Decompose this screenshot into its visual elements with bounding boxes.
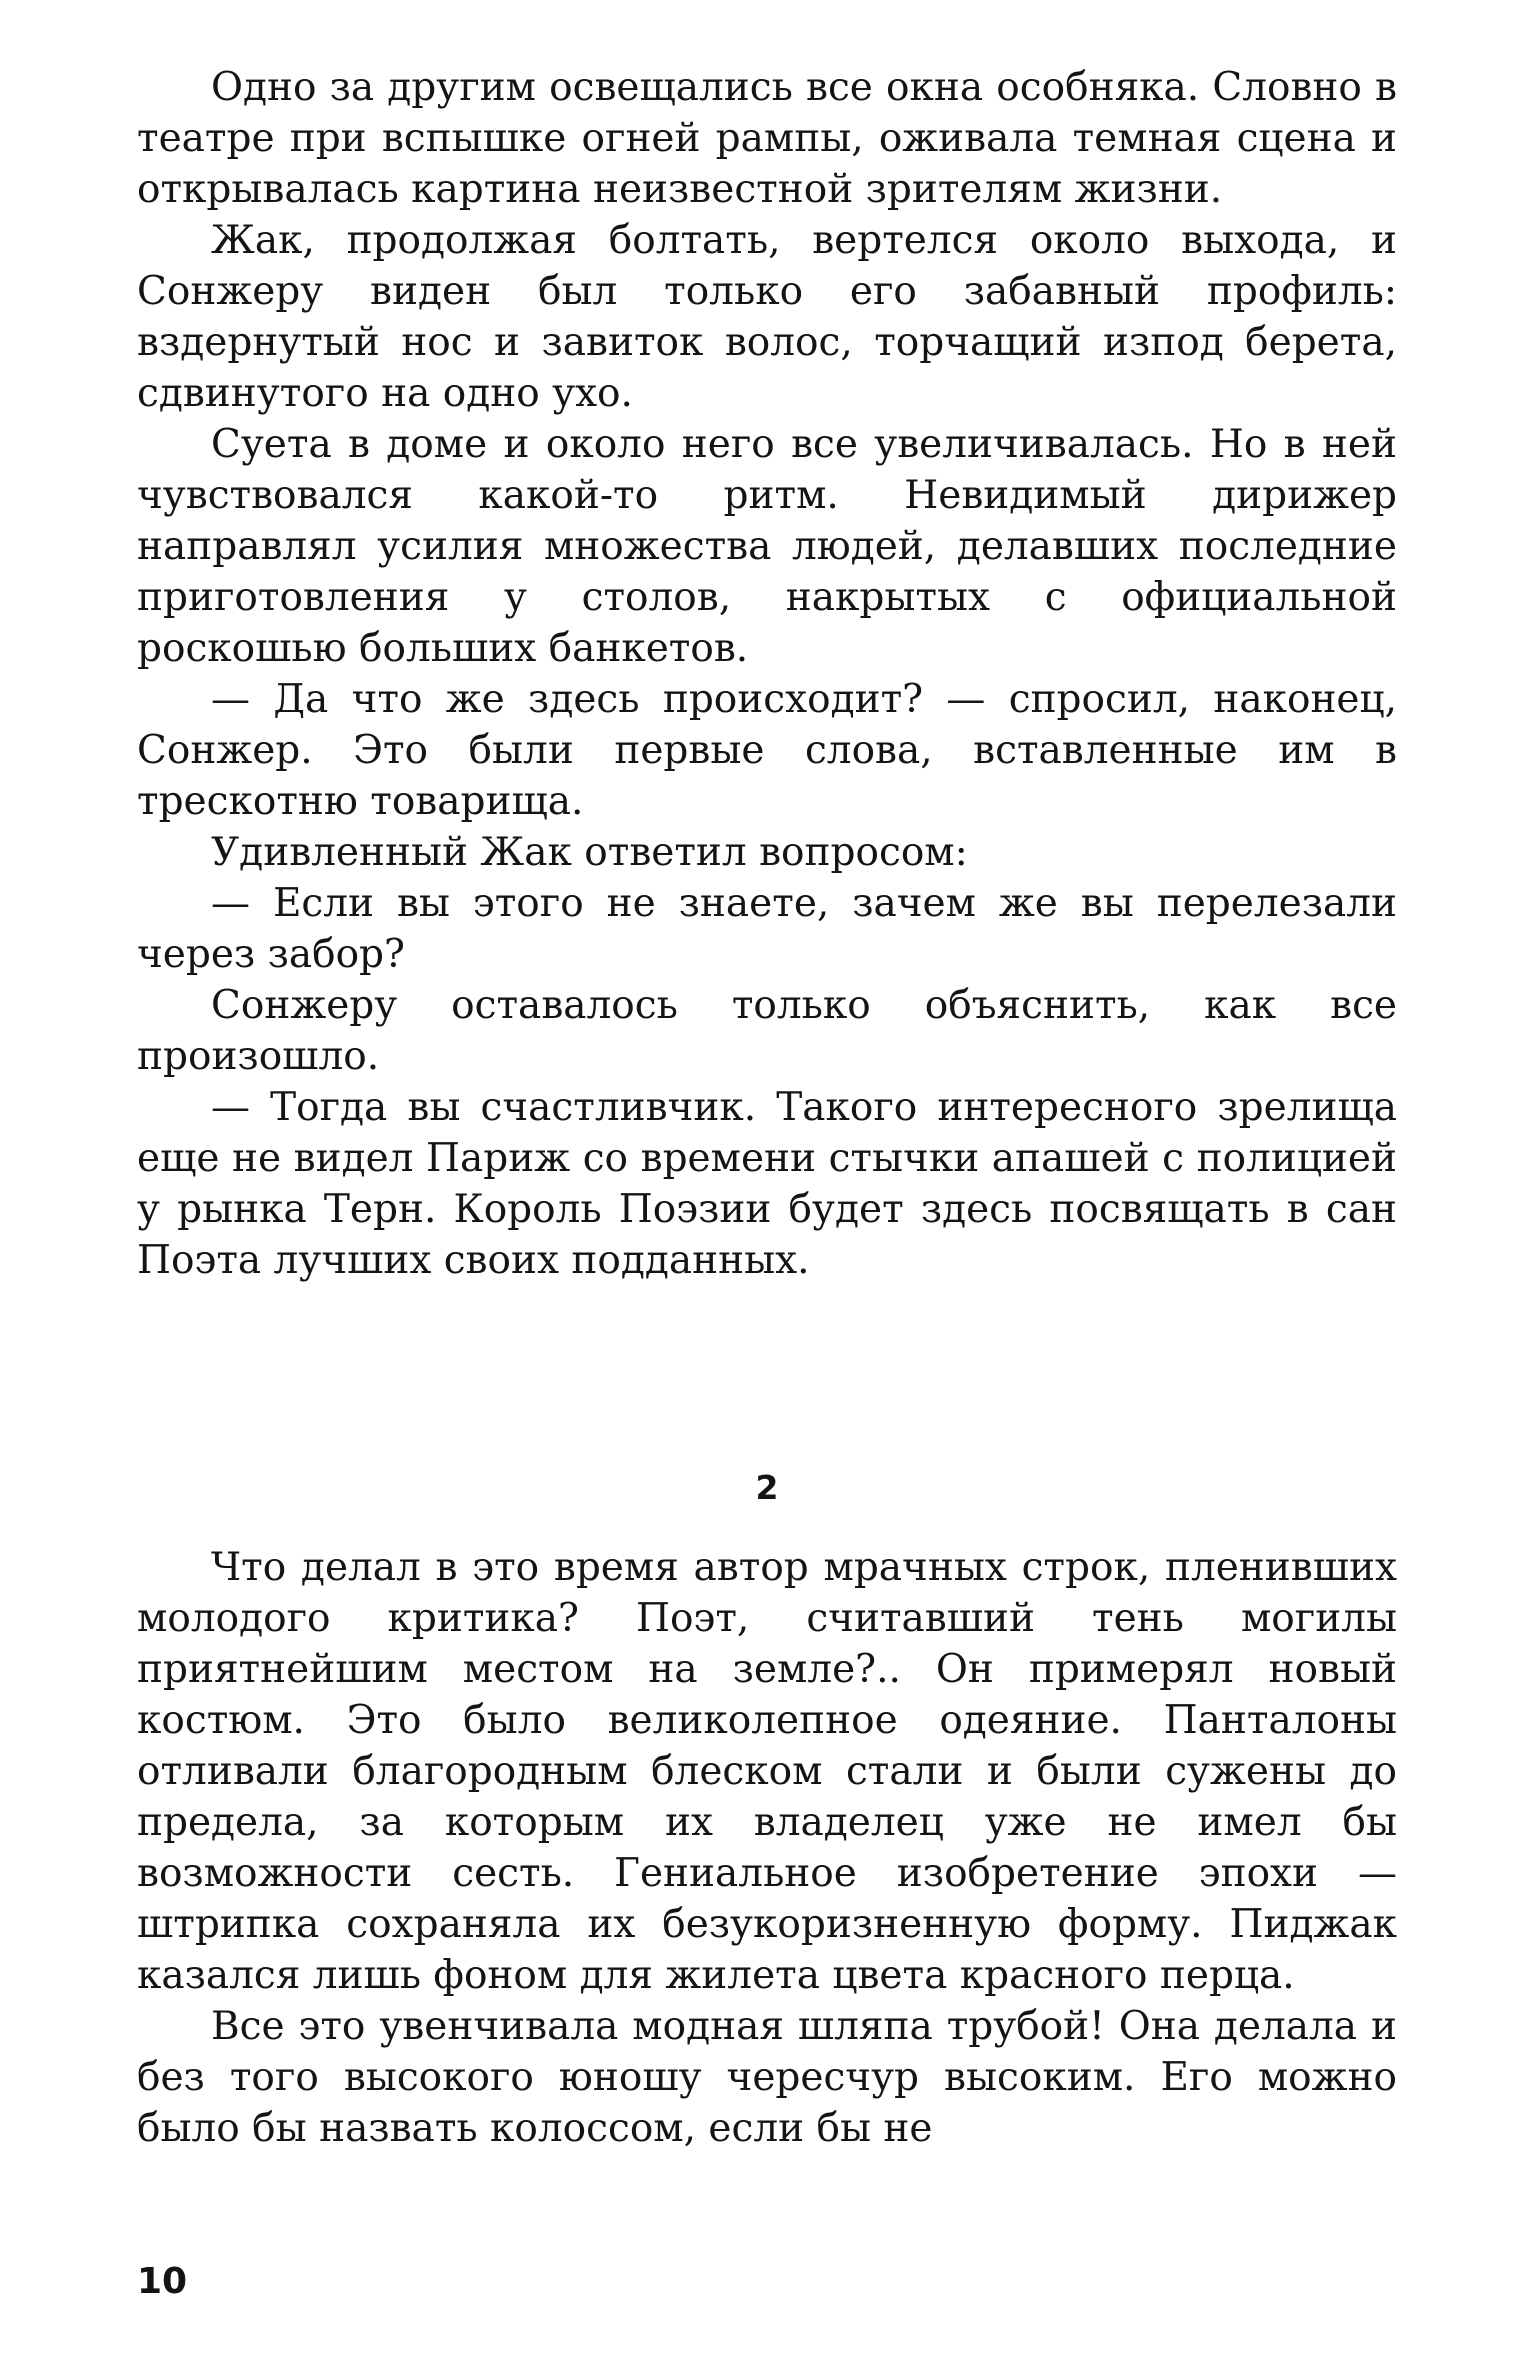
section-number: 2 — [755, 1468, 779, 1507]
paragraph: Жак, продолжая болтать, вертелся около выхода, и Сонжеру виден был только его забавный профиль: вздернутый нос и завиток волос, торчащий изпод берета, сдвинутого на одно ухо. — [137, 218, 1397, 416]
paragraph: Одно за другим освещались все окна особняка. Словно в театре при вспышке огней рампы, оживала темная сцена и открывалась картина неизвестной зрителям жизни. — [137, 65, 1397, 212]
section-2 — [137, 1542, 1397, 2154]
paragraph: — Да что же здесь происходит? — спросил, наконец, Сонжер. Это были первые слова, вставленные им в трескотню товарища. — [137, 677, 1397, 824]
paragraph: Сонжеру оставалось только объяснить, как все произошло. — [137, 983, 1397, 1079]
page-number: 10 — [137, 2261, 188, 2302]
paragraph: Удивленный Жак ответил вопросом: — [211, 830, 968, 875]
page-body — [137, 62, 1397, 2151]
paragraph: Все это увенчивала модная шляпа трубой! Она делала и без того высокого юношу чересчур высоким. Его можно было бы назвать колоссом, если бы не — [137, 2004, 1397, 2151]
paragraph: Суета в доме и около него все увеличивалась. Но в ней чувствовался какой-то ритм. Невидимый дирижер направлял усилия множества людей, делавших последние приготовления у столов, накрытых с официальной роскошью больших банкетов. — [137, 422, 1397, 671]
paragraph: Что делал в это время автор мрачных строк, пленивших молодого критика? Поэт, считавший тень могилы приятнейшим местом на земле?.. Он примерял новый костюм. Это было великолепное одеяние. Панталоны отливали благородным блеском стали и были сужены до предела, за которым их владелец уже не имел бы возможности сесть. Гениальное изобретение эпохи — штрипка сохраняла их безукоризненную форму. Пиджак казался лишь фоном для жилета цвета красного перца. — [137, 1545, 1397, 1998]
paragraph: — Тогда вы счастливчик. Такого интересного зрелища еще не видел Париж со времени стычки апашей с полицией у рынка Терн. Король Поэзии будет здесь посвящать в сан Поэта лучших своих подданных. — [137, 1085, 1397, 1283]
paragraph: — Если вы этого не знаете, зачем же вы перелезали через забор? — [137, 881, 1397, 977]
